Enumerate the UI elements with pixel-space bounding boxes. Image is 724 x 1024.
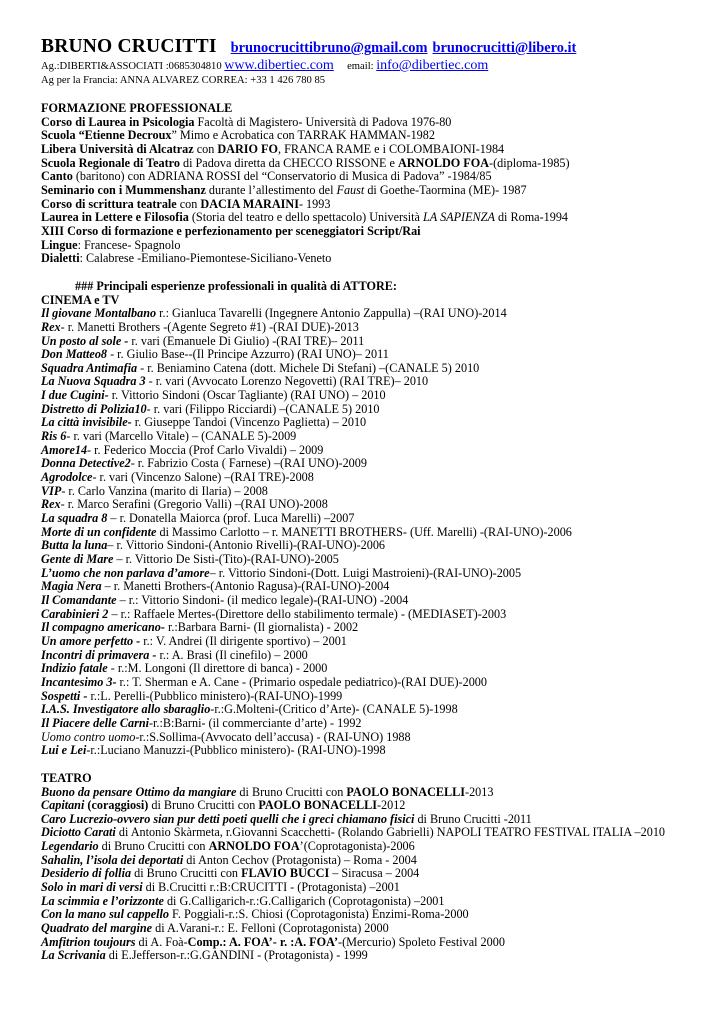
text-segment: Scuola Regionale di Teatro <box>41 155 180 170</box>
text-segment: -r.:B:Barni- (il commerciante d’arte) - 1992 <box>148 715 362 730</box>
cinema-credit <box>41 512 713 526</box>
text-segment: Ris 6 <box>41 429 67 444</box>
cinema-credit <box>41 676 713 690</box>
text-segment: di Bruno Crucitti con <box>131 866 242 881</box>
formazione-item <box>41 170 713 184</box>
text-segment: -r.:Luciano Manuzzi-(Pubblico ministero)- (RAI-UNO)-1998 <box>86 743 386 758</box>
cinema-credit <box>41 539 713 553</box>
text-segment: Donna Detective2 <box>41 456 131 471</box>
formazione-item <box>41 225 713 239</box>
text-segment: r. Giuseppe Tandoi (Vincenzo Paglietta) – 2010 <box>131 415 367 430</box>
cinema-credit <box>41 416 713 430</box>
teatro-credit <box>41 854 713 868</box>
text-segment: Il giovane Montalbano <box>41 306 157 321</box>
agency-website-link[interactable]: www.dibertiec.com <box>224 58 334 73</box>
text-segment: -(diploma-1985) <box>489 155 570 170</box>
text-segment: ARNOLDO FOA <box>208 839 300 854</box>
header-line <box>41 36 713 58</box>
text-segment: Seminario con i Mummenshanz <box>41 182 206 197</box>
text-segment: di G.Calligarich-r.:G.Calligarich (Coprotagonista) –2001 <box>163 893 445 908</box>
text-segment: r.:Barbara Barni- (Il giornalista) - 2002 <box>164 620 359 635</box>
text-segment: - r. Marco Serafini (Gregorio Valli) –(RAI UNO)-2008 <box>60 497 328 512</box>
text-segment: – r. Manetti Brothers-(Antonio Ragusa)-(RAI-UNO)-2004 <box>101 579 390 594</box>
text-segment: - r. vari (Marcello Vitale) – (CANALE 5)-2009 <box>66 429 297 444</box>
cinema-credit <box>41 635 713 649</box>
agency-text: Ag.:DIBERTI&ASSOCIATI :0685304810 <box>41 61 222 72</box>
cinema-credit <box>41 498 713 512</box>
cinema-credit <box>41 662 713 676</box>
cinema-credit <box>41 348 713 362</box>
text-segment: Laurea in Lettere e Filosofia <box>41 210 189 225</box>
text-segment: La Nuova Squadra 3 <box>41 374 146 389</box>
cinema-credit <box>41 389 713 403</box>
text-segment: Squadra Antimafia <box>41 360 138 375</box>
text-segment: -r.:S.Sollima-(Avvocato dell’accusa) - (RAI-UNO) 1988 <box>135 729 411 744</box>
formazione-item <box>41 198 713 212</box>
text-segment: -2012 <box>376 798 406 813</box>
teatro-title: TEATRO <box>41 770 92 785</box>
cinema-credit <box>41 717 713 731</box>
text-segment: DARIO FO <box>217 141 278 156</box>
text-segment: Magia Nera <box>41 579 102 594</box>
text-segment: r. vari (Emanuele Di Giulio) -(RAI TRE)– 2011 <box>128 333 365 348</box>
cinema-credit <box>41 731 713 745</box>
text-segment: r.: A. Brasi (Il cinefilo) – 2000 <box>156 647 308 662</box>
text-segment: (Storia del teatro e dello spettacolo) Università <box>188 210 424 225</box>
text-segment: di B.Crucitti r.:B:CRUCITTI - (Protagonista) –2001 <box>142 880 400 895</box>
text-segment: Uomo contro uomo <box>41 729 136 744</box>
cinema-credit <box>41 307 713 321</box>
text-segment: di Anton Cechov (Protagonista) – Roma - 2004 <box>183 852 417 867</box>
text-segment: Il Comandante <box>41 592 117 607</box>
text-segment: Incantesimo 3- <box>41 674 117 689</box>
teatro-credit <box>41 908 713 922</box>
cinema-credit <box>41 553 713 567</box>
person-name: BRUNO CRUCITTI <box>41 36 217 57</box>
cinema-credit <box>41 580 713 594</box>
text-segment: La città invisibile- <box>41 415 132 430</box>
text-segment: I.A.S. Investigatore allo sbaraglio <box>41 702 211 717</box>
text-segment: -(Mercurio) Spoleto Festival 2000 <box>338 934 505 949</box>
cinema-credit <box>41 471 713 485</box>
text-segment: Morte di un confidente <box>41 524 157 539</box>
text-segment: I due Cugini- <box>41 388 109 403</box>
text-segment: Canto <box>41 169 73 184</box>
text-segment: , FRANCA RAME e i COLOMBAIONI-1984 <box>277 141 505 156</box>
text-segment: di Roma-1994 <box>494 210 569 225</box>
teatro-credit <box>41 881 713 895</box>
text-segment: r.: T. Sherman e A. Cane - (Primario ospedale pediatrico)-(RAI DUE)-2000 <box>116 674 487 689</box>
text-segment: Capitani <box>41 798 85 813</box>
text-segment: VIP <box>41 483 62 498</box>
formazione-item <box>41 184 713 198</box>
text-segment: di Goethe-Taormina (ME)- 1987 <box>364 182 527 197</box>
text-segment: XIII Corso di formazione e perfezionamento per sceneggiatori Script/Rai <box>41 223 421 238</box>
text-segment: – r. Vittorio Sindoni-(Antonio Rivelli)-(RAI-UNO)-2006 <box>107 538 386 553</box>
text-segment: : Calabrese -Emiliano-Piemontese-Siciliano-Veneto <box>79 251 332 266</box>
text-segment: di Bruno Crucitti con <box>236 784 347 799</box>
text-segment: Agrodolce <box>41 470 93 485</box>
text-segment: ARNOLDO FOA <box>397 155 490 170</box>
text-segment: - 1993 <box>298 196 331 211</box>
text-segment: Sospetti - <box>41 688 88 703</box>
text-segment: Legendario <box>41 839 99 854</box>
teatro-credit <box>41 826 713 840</box>
formazione-item <box>41 252 713 266</box>
teatro-credit <box>41 799 713 813</box>
formazione-item <box>41 116 713 130</box>
text-segment: di Bruno Crucitti con <box>148 798 259 813</box>
cinema-credit <box>41 430 713 444</box>
text-segment: - r. Carlo Vanzina (marito di Ilaria) – 2008 <box>61 483 268 498</box>
formazione-item <box>41 239 713 253</box>
cinema-credit <box>41 375 713 389</box>
text-segment: Buono da pensare Ottimo da mangiare <box>41 784 237 799</box>
text-segment: Incontri di primavera - <box>41 647 157 662</box>
text-segment: Amore14 <box>41 442 88 457</box>
text-segment: con <box>193 141 218 156</box>
text-segment: La Scrivania <box>41 948 106 963</box>
text-segment: Carabinieri 2 <box>41 606 109 621</box>
text-segment: Scuola “Etienne Decroux <box>41 128 172 143</box>
text-segment: - r. Federico Moccia (Prof Carlo Vivaldi) – 2009 <box>87 442 324 457</box>
text-segment: Rex <box>41 497 61 512</box>
cinema-credit <box>41 567 713 581</box>
text-segment: Diciotto Carati <box>41 825 116 840</box>
text-segment: con <box>176 196 201 211</box>
text-segment: – r.: Raffaele Mertes-(Direttore dello stabilimento termale) - (MEDIASET)-2003 <box>108 606 507 621</box>
text-segment: di A. Foà- <box>135 934 188 949</box>
text-segment: Con la mano sul cappello <box>41 907 169 922</box>
teatro-credit <box>41 840 713 854</box>
agency-email-link[interactable]: info@dibertiec.com <box>376 58 489 73</box>
cinema-list <box>41 307 713 758</box>
text-segment: di Massimo Carlotto – r. MANETTI BROTHERS- (Uff. Marelli) -(RAI-UNO)-2006 <box>156 524 572 539</box>
text-segment: FLAVIO BUCCI <box>241 866 330 881</box>
text-segment: r.:L. Perelli-(Pubblico ministero)-(RAI-UNO)-1999 <box>87 688 343 703</box>
text-segment: PAOLO BONACELLI <box>346 784 466 799</box>
text-segment: Desiderio di follia <box>41 866 132 881</box>
text-segment: Distretto di Polizia10 <box>41 401 147 416</box>
text-segment: ” Mimo e Acrobatica con TARRAK HAMMAN-1982 <box>171 128 435 143</box>
text-segment: di E.Jefferson-r.:G.GANDINI - (Protagonista) - 1999 <box>105 948 368 963</box>
cinema-title: CINEMA e TV <box>41 292 120 307</box>
text-segment: PAOLO BONACELLI <box>258 798 377 813</box>
teatro-credit <box>41 922 713 936</box>
cinema-credit <box>41 690 713 704</box>
cinema-credit <box>41 621 713 635</box>
text-segment: - r. vari (Vincenzo Salone) –(RAI TRE)-2008 <box>92 470 314 485</box>
cinema-credit <box>41 594 713 608</box>
text-segment: - r.:M. Longoni (Il direttore di banca) - 2000 <box>107 661 328 676</box>
text-segment: r.: Gianluca Tavarelli (Ingegnere Antonio Zappulla) –(RAI UNO)-2014 <box>156 306 507 321</box>
text-segment: LA SAPIENZA <box>423 210 495 225</box>
text-segment: di Bruno Crucitti con <box>98 839 209 854</box>
text-segment: Comp.: A. FOA’- r. :A. FOA’ <box>187 934 339 949</box>
text-segment: F. Poggiali-r.:S. Chiosi (Coprotagonista) Enzimi-Roma-2000 <box>169 907 469 922</box>
text-segment: Un posto al sole - <box>41 333 129 348</box>
text-segment: Faust <box>336 182 365 197</box>
text-segment: - r. Manetti Brothers -(Agente Segreto #1) -(RAI DUE)-2013 <box>60 319 359 334</box>
text-segment: Sahalin, l’isola dei deportati <box>41 852 184 867</box>
text-segment: DACIA MARAINI <box>200 196 299 211</box>
text-segment: - r. Fabrizio Costa ( Farnese) –(RAI UNO)-2009 <box>130 456 367 471</box>
text-segment: -2013 <box>465 784 494 799</box>
cinema-credit <box>41 321 713 335</box>
email-link-libero[interactable]: brunocrucitti@libero.it <box>432 40 577 56</box>
text-segment: – r.: Vittorio Sindoni- (il medico legale)-(RAI-UNO) -2004 <box>116 592 409 607</box>
text-segment: Quadrato del margine <box>41 921 153 936</box>
text-segment: Facoltà di Magistero- Università di Padova 1976-80 <box>194 114 452 129</box>
email-label: email: <box>347 61 374 72</box>
text-segment: - r. Giulio Base--(Il Principe Azzurro) (RAI UNO)– 2011 <box>107 347 389 362</box>
cinema-credit <box>41 526 713 540</box>
text-segment: r.: V. Andrei (Il dirigente sportivo) – 2001 <box>140 633 347 648</box>
text-segment: - r. vari (Avvocato Lorenzo Negovetti) (RAI TRE)– 2010 <box>145 374 429 389</box>
text-segment: Rex <box>41 319 61 334</box>
cinema-credit <box>41 608 713 622</box>
cinema-credit <box>41 403 713 417</box>
formazione-item <box>41 211 713 225</box>
text-segment: Corso di Laurea in Psicologia <box>41 114 195 129</box>
cinema-credit <box>41 744 713 758</box>
cinema-credit <box>41 703 713 717</box>
teatro-credit <box>41 786 713 800</box>
text-segment: - r. Beniamino Catena (dott. Michele Di Stefani) –(CANALE 5) 2010 <box>137 360 480 375</box>
text-segment: Il Piacere delle Carni <box>41 715 149 730</box>
text-segment: Don Matteo8 <box>41 347 108 362</box>
formazione-item <box>41 143 713 157</box>
france-agent-line: Ag per la Francia: ANNA ALVAREZ CORREA: +33 1 426 780 85 <box>41 75 326 86</box>
text-segment: Libera Università di Alcatraz <box>41 141 194 156</box>
email-link-gmail[interactable]: brunocrucittibruno@gmail.com <box>230 40 428 56</box>
formazione-item <box>41 157 713 171</box>
text-segment: Caro Lucrezio-ovvero sian pur detti poeti quelli che i greci chiamano fisici <box>41 811 415 826</box>
cinema-credit <box>41 362 713 376</box>
agency-line <box>41 58 713 74</box>
text-segment: ’(Coprotagonista)-2006 <box>299 839 415 854</box>
text-segment: (coraggiosi) <box>87 798 149 813</box>
text-segment: di A.Varani-r.: E. Felloni (Coprotagonista) 2000 <box>152 921 389 936</box>
formazione-item <box>41 129 713 143</box>
text-segment: La squadra 8 <box>41 511 108 526</box>
text-segment: Indizio fatale <box>41 661 108 676</box>
text-segment: La scimmia e l’orizzonte <box>41 893 164 908</box>
teatro-credit <box>41 867 713 881</box>
text-segment: L’uomo che non parlava d’amore <box>41 565 210 580</box>
cinema-credit <box>41 485 713 499</box>
text-segment: r. Vittorio Sindoni (Oscar Tagliante) (RAI UNO) – 2010 <box>108 388 386 403</box>
cinema-credit <box>41 444 713 458</box>
formazione-title: FORMAZIONE PROFESSIONALE <box>41 101 233 115</box>
teatro-list <box>41 786 713 964</box>
teatro-credit <box>41 813 713 827</box>
text-segment: Lingue <box>41 237 78 252</box>
text-segment: Un amore perfetto - <box>41 633 141 648</box>
text-segment: Lui e Lei <box>41 743 87 758</box>
text-segment: (baritono) con ADRIANA ROSSI del “Conservatorio di Musica di Padova” -1984/85 <box>72 169 492 184</box>
text-segment: Il compagno americano- <box>41 620 165 635</box>
text-segment: -r.:G.Molteni-(Critico d’Arte)- (CANALE 5)-1998 <box>210 702 458 717</box>
text-segment: di Bruno Crucitti -2011 <box>414 811 532 826</box>
text-segment: – r. Vittorio Sindoni-(Dott. Luigi Mastroieni)-(RAI-UNO)-2005 <box>209 565 522 580</box>
text-segment: – r. Donatella Maiorca (prof. Luca Marelli) –2007 <box>107 511 355 526</box>
cinema-credit <box>41 649 713 663</box>
text-segment: – r. Vittorio De Sisti-(Tito)-(RAI-UNO)-2005 <box>113 552 339 566</box>
text-segment: Corso di scrittura teatrale <box>41 196 177 211</box>
attore-title: ### Principali esperienze professionali in qualità di ATTORE: <box>75 278 397 293</box>
text-segment: – Siracusa – 2004 <box>329 866 420 881</box>
text-segment: Butta la luna <box>41 538 108 553</box>
text-segment: Dialetti <box>41 251 80 266</box>
teatro-credit <box>41 936 713 950</box>
cinema-credit <box>41 335 713 349</box>
text-segment: - r. vari (Filippo Ricciardi) –(CANALE 5) 2010 <box>146 401 380 416</box>
text-segment: Gente di Mare <box>41 552 114 566</box>
text-segment: di Padova diretta da CHECCO RISSONE e <box>179 155 398 170</box>
cv-page <box>41 36 713 963</box>
text-segment: durante l’allestimento del <box>205 182 337 197</box>
text-segment: Solo in mari di versi <box>41 880 143 895</box>
text-segment: di Antonio Skàrmeta, r.Giovanni Scacchetti- (Rolando Gabrielli) NAPOLI TEATRO FESTIVAL ITALIA –2010 <box>115 825 666 840</box>
text-segment: : Francese- Spagnolo <box>77 237 181 252</box>
cinema-credit <box>41 457 713 471</box>
text-segment: Amfitrion toujours <box>41 934 136 949</box>
formazione-list <box>41 116 713 266</box>
teatro-credit <box>41 895 713 909</box>
teatro-credit <box>41 949 713 963</box>
